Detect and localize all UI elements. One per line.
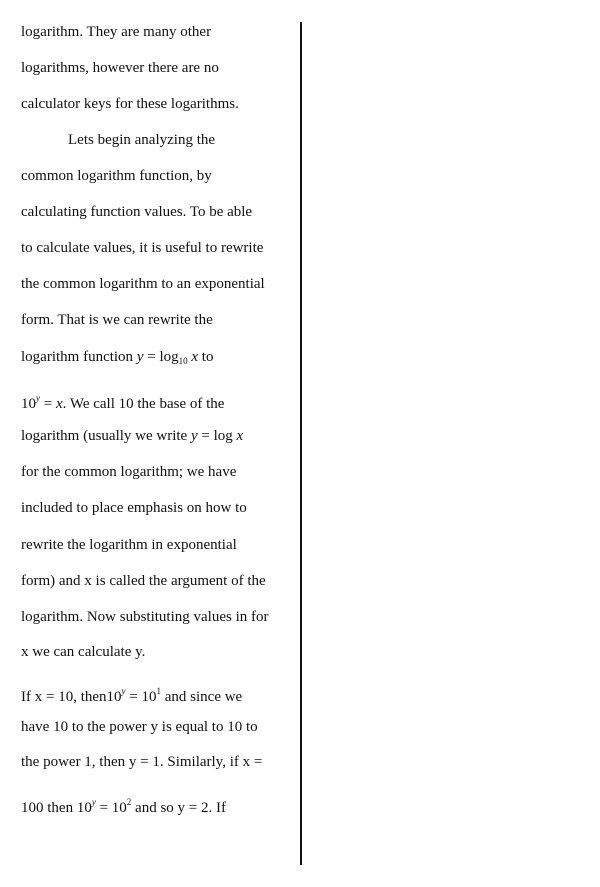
formula-line-example-10: If x = 10, $then10^y = 10^1$ and since we bbox=[21, 686, 243, 705]
paragraph-start-line: Lets begin analyzing the bbox=[68, 132, 216, 148]
text-line: logarithms, however there are no bbox=[21, 60, 219, 76]
text-line: x we can calculate y. bbox=[21, 644, 146, 660]
formula-line-log-function: logarithm function $y = \log_{10} x$ to bbox=[21, 349, 214, 366]
text-line: rewrite the logarithm in exponential bbox=[21, 537, 237, 553]
formula-line-example-100: 100 then $10^y = 10^2$ and so y = 2. If bbox=[21, 797, 226, 816]
text-line: calculating function values. To be able bbox=[21, 204, 253, 220]
text-line: common logarithm function, by bbox=[21, 168, 212, 184]
text-line: the power 1, then y = 1. Similarly, if x = bbox=[21, 754, 263, 770]
column-divider bbox=[300, 22, 302, 865]
text-line: logarithm. Now substituting values in for bbox=[21, 609, 269, 625]
text-line: have 10 to the power y is equal to 10 to bbox=[21, 719, 258, 735]
text-line: included to place emphasis on how to bbox=[21, 500, 247, 516]
text-line: calculator keys for these logarithms. bbox=[21, 96, 239, 112]
text-line: the common logarithm to an exponential bbox=[21, 276, 265, 292]
formula-line-common-log: logarithm (usually we write y = log x bbox=[21, 428, 244, 444]
text-line: for the common logarithm; we have bbox=[21, 464, 237, 480]
text-line: form) and x is called the argument of the bbox=[21, 573, 266, 589]
text-line: form. That is we can rewrite the bbox=[21, 312, 213, 328]
formula-line-exponential-form: $10^y = x$. We call 10 the base of the bbox=[21, 393, 225, 412]
text-line: to calculate values, it is useful to rewrite bbox=[21, 240, 264, 256]
text-line: logarithm. They are many other bbox=[21, 24, 212, 40]
